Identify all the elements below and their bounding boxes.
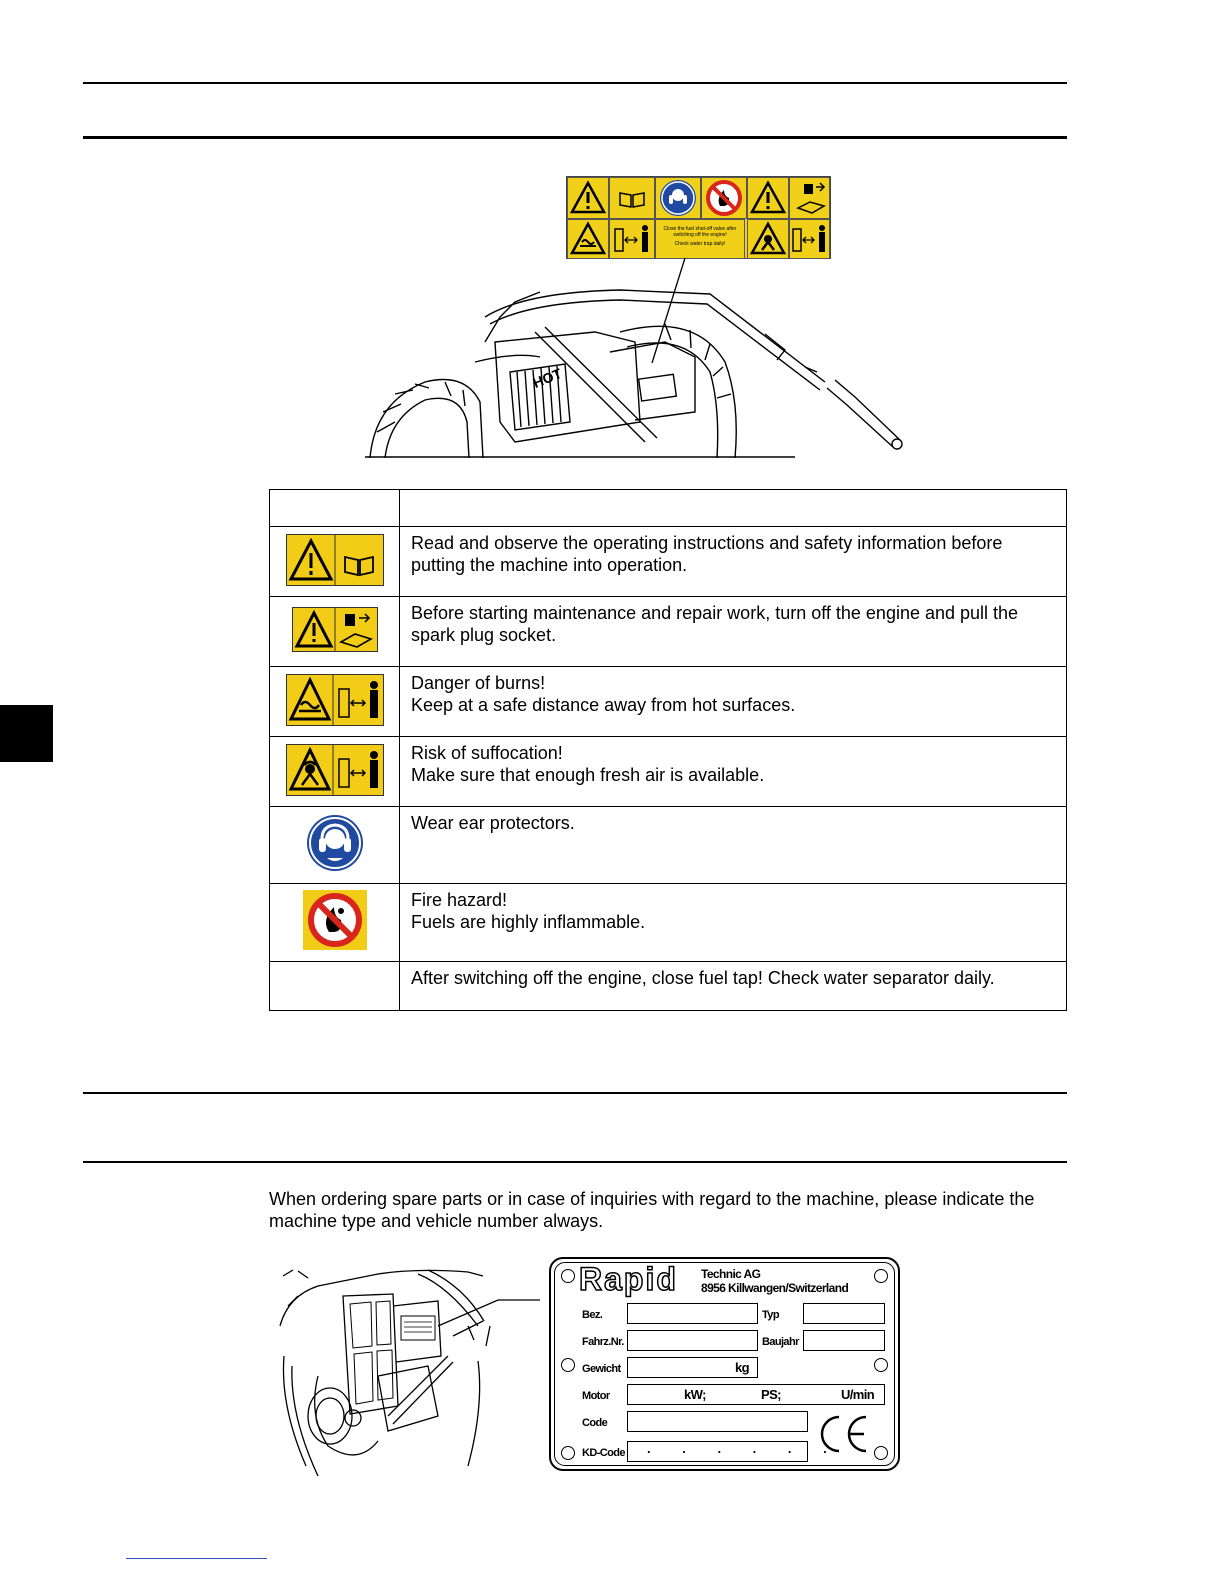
type-plate [549,1257,900,1471]
field-fahrz-nr [627,1330,758,1351]
row-text: Wear ear protectors. [400,807,1067,884]
hot-label: HOT [530,365,564,391]
mounting-hole-icon [874,1446,888,1460]
table-row [270,597,1067,667]
decal-burn-icon [567,219,609,259]
unit-kg: kg [735,1360,749,1375]
unit-umin: U/min [841,1387,875,1402]
section-rule-top-2 [83,136,1067,139]
unit-ps: PS; [761,1387,781,1402]
decal-manual-icon [609,177,655,219]
decal-note-line-1: Close the fuel shut-off valve after [663,226,737,232]
label-fahrz-nr: Fahrz.Nr. [582,1336,624,1348]
decal-note-line-2: switching off the engine! [673,232,727,238]
header-cell-symbol [270,490,400,527]
field-baujahr [803,1330,885,1351]
decal-note-line-3: Check water trap daily! [674,241,726,247]
rapid-logo: Rapid [579,1261,678,1297]
section-rule-top-1 [83,82,1067,84]
ce-mark-icon [815,1411,873,1457]
decal-maintenance-icon [789,177,830,219]
empty-symbol-cell [270,962,400,1011]
decal-distance-icon [609,219,655,259]
field-code [627,1411,808,1432]
plate-location-drawing [278,1266,540,1480]
table-row [270,962,1067,1011]
mounting-hole-icon [874,1269,888,1283]
row-text-line-1: Fire hazard! [411,890,508,910]
ear-protection-icon [306,814,364,872]
decal-ear-protection-icon [655,177,701,219]
row-text-line-2: Make sure that enough fresh air is available. [411,765,765,785]
no-fire-icon [303,890,367,950]
warning-manual-icon [286,534,384,586]
safety-decal-strip [566,176,831,259]
row-text-line-2: Keep at a safe distance away from hot surfaces. [411,695,796,715]
field-typ [803,1303,885,1324]
header-cell-meaning [400,490,1067,527]
section-rule-bottom-1 [83,1092,1067,1094]
mounting-hole-icon [561,1446,575,1460]
table-row [270,807,1067,884]
footer-link-underline [126,1558,267,1559]
field-bez [627,1303,758,1324]
row-text: Before starting maintenance and repair work, turn off the engine and pull the spark plug socket. [400,597,1067,667]
section-rule-bottom-2 [83,1161,1067,1163]
plate-company: Technic AG [701,1267,761,1281]
label-code: Code [582,1417,608,1429]
decal-no-fire-icon [701,177,747,219]
decal-fuel-note [655,219,745,259]
kd-code-dots: . . . . . . [647,1441,841,1456]
suffocation-distance-icon [286,744,384,796]
table-row [270,527,1067,597]
table-row [270,884,1067,962]
table-header-row [270,490,1067,527]
burn-distance-icon [286,674,384,726]
label-kd-code: KD-Code [582,1447,625,1459]
plate-address: 8956 Killwangen/Switzerland [701,1281,849,1295]
chapter-tab-marker [0,705,53,762]
row-text-line-2: Fuels are highly inflammable. [411,912,646,932]
table-row [270,667,1067,737]
warning-maintenance-icon [292,607,378,652]
mounting-hole-icon [874,1358,888,1372]
label-motor: Motor [582,1390,610,1402]
mounting-hole-icon [561,1358,575,1372]
row-text: Read and observe the operating instructions and safety information before putting the machine into operation. [400,527,1067,597]
label-gewicht: Gewicht [582,1363,621,1375]
row-text-line-1: Danger of burns! [411,673,546,693]
mounting-hole-icon [561,1269,575,1283]
safety-symbols-table [269,489,1067,1011]
row-text-line-1: Risk of suffocation! [411,743,563,763]
spare-parts-paragraph: When ordering spare parts or in case of inquiries with regard to the machine, please indicate the machine type and vehicle number always. [269,1189,1035,1231]
decal-distance-icon-2 [789,219,830,259]
decal-suffocation-icon [747,219,789,259]
unit-kw: kW; [684,1387,706,1402]
decal-warning-icon [567,177,609,219]
machine-drawing [365,272,910,458]
decal-warning-icon-2 [747,177,789,219]
row-text: After switching off the engine, close fuel tap! Check water separator daily. [400,962,1067,1011]
table-row [270,737,1067,807]
label-bez: Bez. [582,1309,603,1321]
label-baujahr: Baujahr [762,1336,799,1348]
label-typ: Typ [762,1309,779,1321]
